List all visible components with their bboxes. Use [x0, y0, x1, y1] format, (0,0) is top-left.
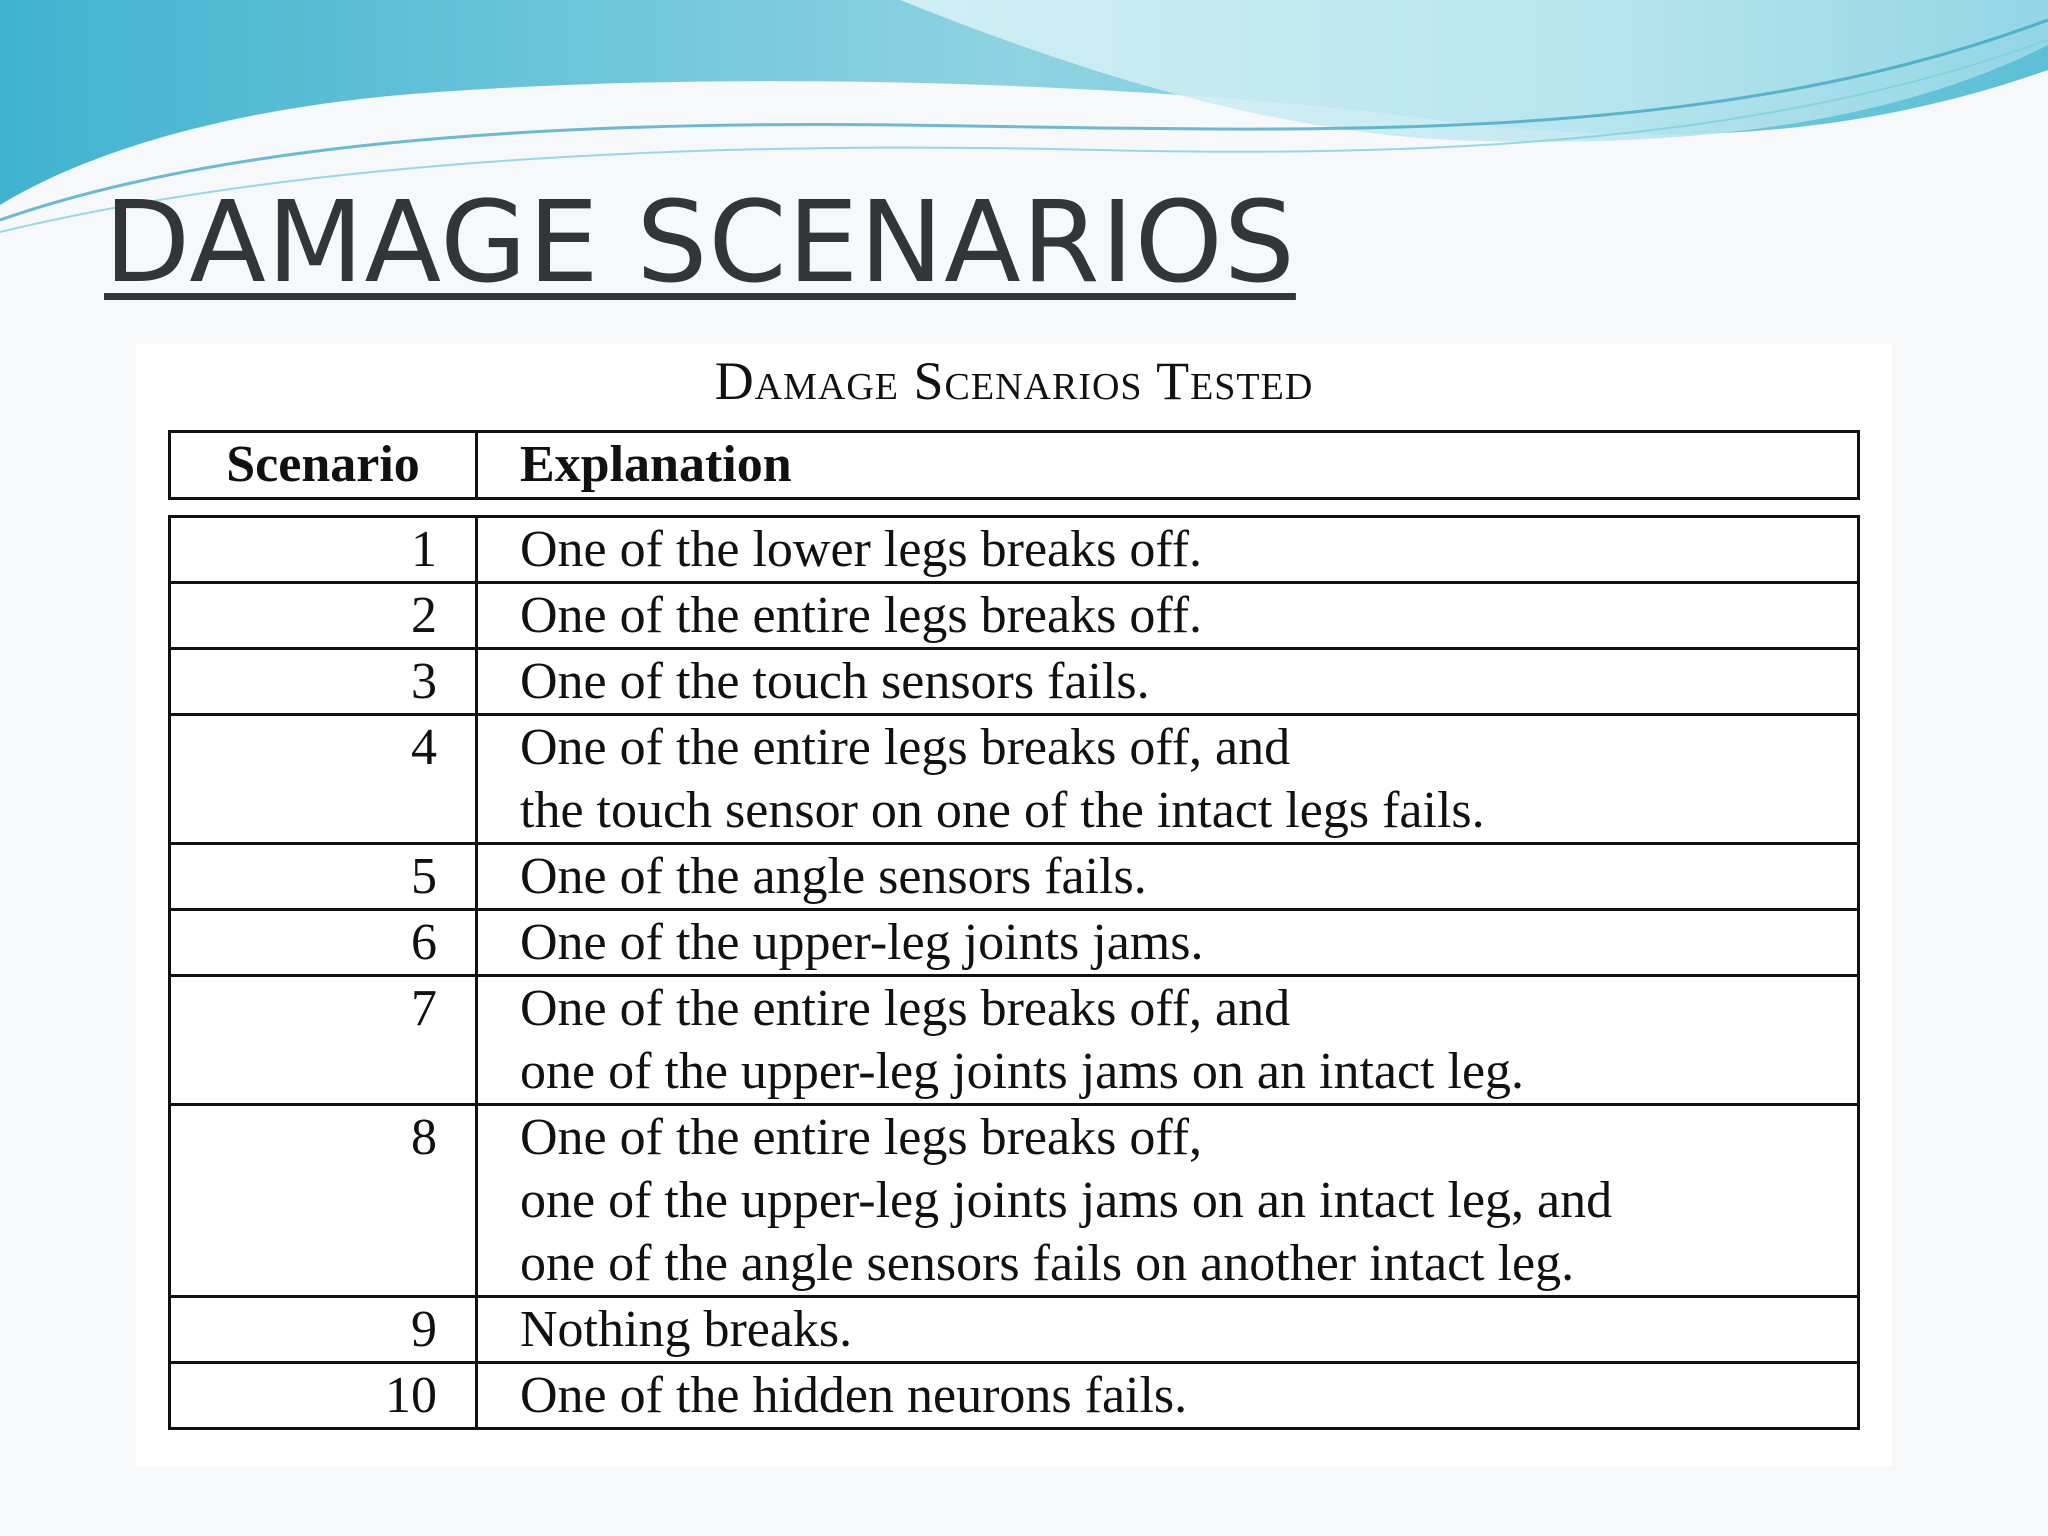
explanation-line: One of the upper-leg joints jams. — [520, 914, 1204, 971]
scenario-explanation — [478, 1106, 1857, 1295]
table-caption: Damage Scenarios Tested — [714, 351, 1314, 411]
explanation-line: one of the upper-leg joints jams on an intact leg. — [520, 1043, 1525, 1100]
scenario-number: 10 — [171, 1364, 478, 1427]
scenario-explanation — [478, 845, 1857, 908]
table-row — [171, 1106, 1857, 1298]
scenario-explanation — [478, 977, 1857, 1103]
scenario-number: 1 — [171, 518, 478, 581]
explanation-line: One of the entire legs breaks off. — [520, 587, 1203, 644]
scenario-number: 9 — [171, 1298, 478, 1361]
table-header-row — [168, 430, 1860, 500]
explanation-line: One of the angle sensors fails. — [520, 848, 1147, 905]
scenario-table-body — [168, 515, 1860, 1430]
table-row — [171, 977, 1857, 1106]
explanation-line: One of the entire legs breaks off, and — [520, 719, 1291, 776]
explanation-line: One of the entire legs breaks off, — [520, 1109, 1203, 1166]
table-row — [171, 845, 1857, 911]
scenario-explanation — [478, 911, 1857, 974]
scenario-number: 7 — [171, 977, 478, 1103]
table-row — [171, 518, 1857, 584]
explanation-line: one of the upper-leg joints jams on an intact leg, and — [520, 1172, 1613, 1229]
explanation-line: Nothing breaks. — [520, 1301, 853, 1358]
explanation-line: One of the touch sensors fails. — [520, 653, 1150, 710]
scenario-number: 5 — [171, 845, 478, 908]
table-row — [171, 584, 1857, 650]
table-row — [171, 716, 1857, 845]
scenario-explanation — [478, 584, 1857, 647]
table-row — [171, 1364, 1857, 1427]
table-row — [171, 650, 1857, 716]
slide-title: DAMAGE SCENARIOS — [104, 178, 1296, 308]
scenario-number: 4 — [171, 716, 478, 842]
scenario-explanation — [478, 1364, 1857, 1427]
explanation-line: One of the lower legs breaks off. — [520, 521, 1203, 578]
explanation-line: the touch sensor on one of the intact legs fails. — [520, 782, 1485, 839]
table-row — [171, 911, 1857, 977]
explanation-line: One of the hidden neurons fails. — [520, 1367, 1188, 1424]
explanation-line: one of the angle sensors fails on another intact leg. — [520, 1235, 1575, 1292]
header-scenario: Scenario — [171, 433, 478, 497]
scenario-explanation — [478, 650, 1857, 713]
explanation-line: One of the entire legs breaks off, and — [520, 980, 1291, 1037]
scenario-explanation — [478, 716, 1857, 842]
scenario-number: 3 — [171, 650, 478, 713]
scenario-explanation — [478, 518, 1857, 581]
scenario-explanation — [478, 1298, 1857, 1361]
table-row — [171, 1298, 1857, 1364]
scenario-number: 6 — [171, 911, 478, 974]
scenario-number: 2 — [171, 584, 478, 647]
table-figure — [136, 344, 1892, 1466]
header-explanation: Explanation — [520, 436, 792, 493]
scenario-number: 8 — [171, 1106, 478, 1295]
